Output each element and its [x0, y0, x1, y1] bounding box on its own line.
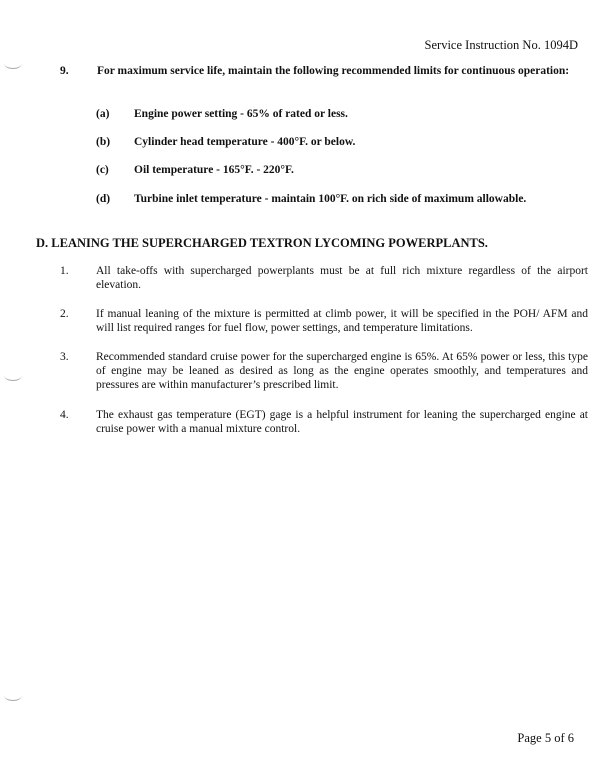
subitem-d — [96, 193, 586, 205]
subitem-text: Engine power setting - 65% of rated or less. — [134, 108, 348, 120]
paragraph-2 — [60, 307, 588, 335]
item-number: 9. — [60, 65, 69, 77]
paragraph-text: Recommended standard cruise power for the supercharged engine is 65%. At 65% power or less, this type of engine may be leaned as desired as long as the engine operates smoothly, and temperatures and pressures are within manufacturer’s prescribed limit. — [96, 351, 588, 391]
punch-hole-mark — [4, 58, 22, 69]
subitem-b — [96, 136, 586, 148]
paragraph-number: 3. — [60, 351, 69, 363]
subitem-c — [96, 164, 586, 176]
paragraph-text: The exhaust gas temperature (EGT) gage is a helpful instrument for leaning the supercharged engine at cruise power with a manual mixture control. — [96, 409, 588, 435]
page-header: Service Instruction No. 1094D — [424, 38, 578, 52]
item-text: For maximum service life, maintain the following recommended limits for continuous operation: — [97, 65, 570, 77]
subitem-text: Oil temperature - 165°F. - 220°F. — [134, 164, 294, 176]
paragraph-number: 4. — [60, 409, 69, 421]
subitem-label: (a) — [96, 108, 110, 120]
section-title: D. LEANING THE SUPERCHARGED TEXTRON LYCOMING POWERPLANTS. — [36, 236, 488, 250]
paragraph-text: All take-offs with supercharged powerplants must be at full rich mixture regardless of the airport elevation. — [96, 265, 588, 291]
subitem-text: Turbine inlet temperature - maintain 100°F. on rich side of maximum allowable. — [134, 193, 527, 205]
subitem-label: (d) — [96, 193, 111, 205]
punch-hole-mark — [4, 370, 22, 381]
subitem-label: (b) — [96, 136, 111, 148]
subitem-a — [96, 108, 586, 120]
item-9 — [60, 64, 588, 78]
paragraph-number: 2. — [60, 308, 69, 320]
paragraph-1 — [60, 264, 588, 292]
paragraph-number: 1. — [60, 265, 69, 277]
subitem-label: (c) — [96, 164, 109, 176]
paragraph-text: If manual leaning of the mixture is permitted at climb power, it will be specified in the POH/ AFM and will list required ranges for fuel flow, power settings, and temperature limitations. — [96, 308, 588, 334]
page-number: Page 5 of 6 — [517, 731, 574, 745]
punch-hole-mark — [4, 690, 22, 701]
paragraph-4 — [60, 408, 588, 436]
subitem-text: Cylinder head temperature - 400°F. or below. — [134, 136, 356, 148]
paragraph-3 — [60, 350, 588, 392]
